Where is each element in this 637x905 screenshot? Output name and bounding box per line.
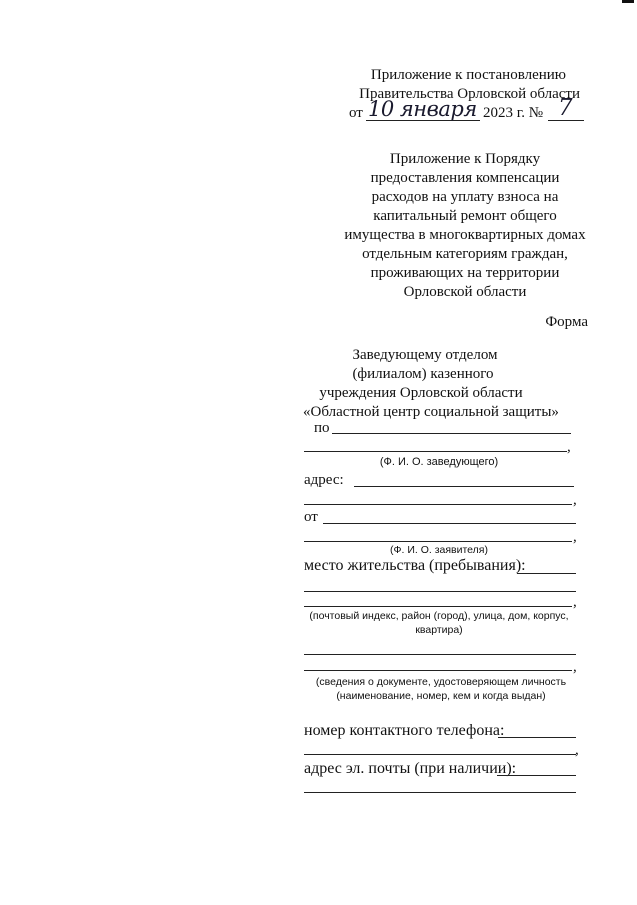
appendix-title-line2: Правительства Орловской области — [359, 86, 580, 102]
phone-line-1[interactable] — [498, 737, 576, 738]
procedure-line: отдельным категориям граждан, — [362, 246, 568, 262]
residence-hint-line1: (почтовый индекс, район (город), улица, дом, корпус, — [309, 610, 569, 622]
handwritten-number: 7 — [558, 95, 573, 121]
procedure-line: имущества в многоквартирных домах — [344, 227, 586, 243]
residence-line-2[interactable] — [304, 591, 576, 592]
addressee-line: учреждения Орловской области — [319, 385, 523, 401]
procedure-appendix — [330, 150, 600, 302]
address-label: адрес: — [304, 472, 344, 488]
comma: , — [573, 529, 577, 545]
document-line-2[interactable] — [304, 670, 572, 671]
comma: , — [575, 742, 579, 758]
applicant-name-line-2[interactable] — [304, 541, 572, 542]
procedure-line: расходов на уплату взноса на — [371, 189, 559, 205]
addressee-line: «Областной центр социальной защиты» — [303, 404, 559, 420]
procedure-line: Орловской области — [403, 284, 527, 300]
year-number-text: 2023 г. № — [483, 105, 544, 121]
scan-corner-mark — [622, 0, 634, 3]
procedure-line: Приложение к Порядку — [389, 151, 541, 167]
head-hint: (Ф. И. О. заведующего) — [379, 456, 499, 468]
procedure-line: проживающих на территории — [370, 265, 560, 281]
handwritten-date: 10 января — [368, 97, 477, 121]
applicant-name-line-1[interactable] — [323, 523, 576, 524]
po-label: по — [314, 420, 330, 436]
comma: , — [573, 659, 577, 675]
phone-line-2[interactable] — [304, 754, 576, 755]
residence-line-3[interactable] — [304, 606, 572, 607]
email-label: адрес эл. почты (при наличии): — [304, 760, 517, 777]
document-hint-line2: (наименование, номер, кем и когда выдан) — [336, 690, 546, 702]
from-label: от — [304, 509, 318, 525]
residence-label: место жительства (пребывания): — [304, 557, 526, 574]
addressee-block — [290, 346, 590, 422]
address-line-1[interactable] — [354, 486, 574, 487]
procedure-line: предоставления компенсации — [370, 170, 560, 186]
residence-line-1[interactable] — [517, 573, 576, 574]
procedure-line: капитальный ремонт общего — [373, 208, 557, 224]
addressee-line: (филиалом) казенного — [352, 366, 494, 382]
form-label: Форма — [545, 314, 588, 330]
document-line-1[interactable] — [304, 654, 576, 655]
comma: , — [573, 492, 577, 508]
comma: , — [567, 439, 571, 455]
comma: , — [573, 594, 577, 610]
address-line-2[interactable] — [304, 504, 572, 505]
document-hint-line1: (сведения о документе, удостоверяющем личность — [315, 676, 567, 688]
email-line-1[interactable] — [497, 775, 576, 776]
head-name-line-1[interactable] — [332, 433, 571, 434]
appendix-title-line1: Приложение к постановлению — [370, 67, 566, 83]
residence-hint-line2: квартира) — [415, 624, 463, 636]
phone-label: номер контактного телефона: — [304, 722, 505, 739]
email-line-2[interactable] — [304, 792, 576, 793]
addressee-line: Заведующему отделом — [352, 347, 498, 363]
date-prefix: от — [349, 105, 363, 121]
applicant-hint: (Ф. И. О. заявителя) — [390, 544, 488, 556]
head-name-line-2[interactable] — [304, 451, 567, 452]
